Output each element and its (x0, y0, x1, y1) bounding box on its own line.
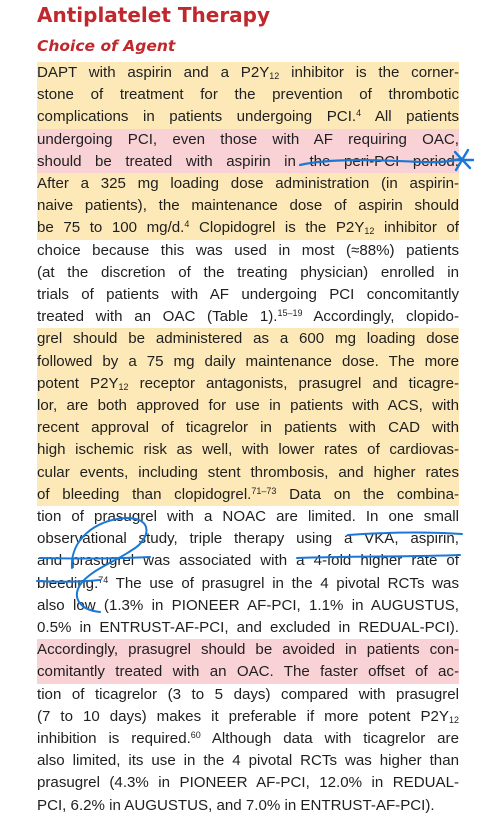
text-line (37, 484, 459, 506)
text-line (37, 573, 459, 595)
text-span: potent P2Y (37, 374, 119, 392)
text-span: bleeding. (37, 574, 99, 592)
citation-superscript: 60 (190, 730, 201, 740)
text-span: choice because this was used in most (≈88%) patients (37, 241, 459, 259)
text-line (37, 750, 459, 772)
text-span: grel should be administered as a 600 mg loading dose (37, 330, 459, 348)
citation-superscript: 4 (356, 108, 362, 119)
text-line (37, 62, 459, 84)
text-span: Data on the combina- (276, 485, 459, 503)
text-line (37, 395, 459, 417)
text-line (37, 195, 459, 217)
text-span: of bleeding than clopidogrel. (37, 485, 252, 503)
text-span: treated with an OAC (Table 1). (37, 308, 278, 326)
text-span: comitantly treated with an OAC. (37, 663, 274, 681)
text-span: followed by a 75 mg daily maintenance dose. The more (37, 352, 459, 370)
text-span: prasugrel (4.3% in PIONEER AF-PCI, 12.0% in REDUAL- (37, 774, 459, 792)
text-span: undergoing PCI, even those with AF requiring OAC, (37, 130, 459, 148)
text-span: PCI, 6.2% in AUGUSTUS, and 7.0% in ENTRUST-AF-PCI). (37, 796, 435, 814)
section-title: Antiplatelet Therapy (37, 3, 271, 27)
text-span: (7 to 10 days) makes it preferable if more potent P2Y (37, 707, 449, 725)
citation-superscript: 4 (184, 219, 190, 230)
citation-superscript: 15–19 (277, 308, 303, 319)
text-line (37, 217, 459, 239)
subscript: 12 (269, 71, 280, 81)
text-line (37, 462, 459, 484)
text-line (37, 661, 459, 683)
text-span: Although data with ticagrelor are (200, 730, 459, 747)
text-span: inhibitor is the corner- (279, 64, 459, 81)
text-span: be 75 to 100 mg/d. (37, 219, 185, 237)
text-span: trials of patients with AF undergoing PCI concomitantly (37, 286, 459, 303)
text-span: recent approval of ticagrelor in patients with CAD with (37, 419, 459, 437)
subscript: 12 (118, 381, 129, 392)
text-span: complications in patients undergoing PCI. (37, 108, 357, 126)
text-line (37, 684, 459, 706)
text-line (37, 506, 459, 528)
text-line (37, 351, 459, 373)
text-span: All patients (361, 108, 459, 126)
text-line (37, 528, 459, 550)
text-line (37, 151, 459, 173)
text-span: stone of treatment for the prevention of thrombotic (37, 86, 459, 104)
text-line (37, 439, 459, 461)
text-line (37, 84, 459, 106)
text-line (37, 795, 459, 817)
text-span: The use of prasugrel in the 4 pivotal RCTs was (108, 574, 459, 592)
text-line (37, 772, 459, 794)
text-line (37, 328, 459, 350)
text-span: Clopidogrel is the P2Y (189, 219, 365, 237)
text-span: inhibition is required. (37, 730, 191, 747)
text-line (37, 373, 459, 395)
subscript: 12 (364, 226, 375, 237)
text-span: lor, are both approved for use in patients with ACS, with (37, 397, 459, 414)
text-line (37, 284, 459, 306)
citation-superscript: 74 (98, 574, 109, 585)
text-line (37, 550, 459, 572)
text-line (37, 728, 459, 750)
text-line (37, 417, 459, 439)
text-line (37, 306, 459, 328)
text-span: and prasugrel was associated with a 4-fold higher rate of (37, 552, 459, 570)
text-line (37, 262, 459, 284)
text-span: The faster offset of ac- (273, 663, 459, 681)
text-line (37, 706, 459, 728)
text-span: tion of ticagrelor (3 to 5 days) compared with prasugrel (37, 685, 459, 703)
text-span: high ischemic risk as well, with lower rates of cardiovas- (37, 441, 459, 459)
text-span: inhibitor of (374, 219, 459, 237)
text-span: receptor antagonists, prasugrel and ticagre- (128, 374, 459, 392)
text-span: tion of prasugrel with a NOAC are limited. In one small (37, 508, 459, 525)
text-span: Accordingly, prasugrel should be avoided in patients con- (37, 641, 459, 659)
text-line (37, 173, 459, 195)
text-span: After a 325 mg loading dose administration (in aspirin- (37, 175, 459, 192)
text-span: cular events, including stent thrombosis, and higher rates (37, 463, 459, 481)
text-span: should be treated with aspirin in the peri-PCI period. (37, 152, 459, 170)
text-span: naive patients), the maintenance dose of aspirin should (37, 197, 459, 215)
subscript: 12 (448, 714, 459, 725)
subsection-title: Choice of Agent (37, 37, 176, 55)
text-span: also low (1.3% in PIONEER AF-PCI, 1.1% in AUGUSTUS, (37, 596, 459, 614)
text-line (37, 240, 459, 262)
text-line (37, 595, 459, 617)
citation-superscript: 71–73 (251, 485, 277, 496)
text-span: also limited, its use in the 4 pivotal RCTs was higher than (37, 752, 459, 770)
text-line (37, 617, 459, 639)
text-line (37, 106, 459, 128)
text-line (37, 639, 459, 661)
text-span: 0.5% in ENTRUST-AF-PCI, and excluded in REDUAL-PCI). (37, 619, 459, 636)
text-span: (at the discretion of the treating physician) enrolled in (37, 263, 459, 281)
text-span: observational study, triple therapy using a VKA, aspirin, (37, 530, 459, 548)
text-line (37, 129, 459, 151)
text-span: DAPT with aspirin and a P2Y (37, 64, 270, 81)
text-span: Accordingly, clopido- (302, 308, 459, 326)
